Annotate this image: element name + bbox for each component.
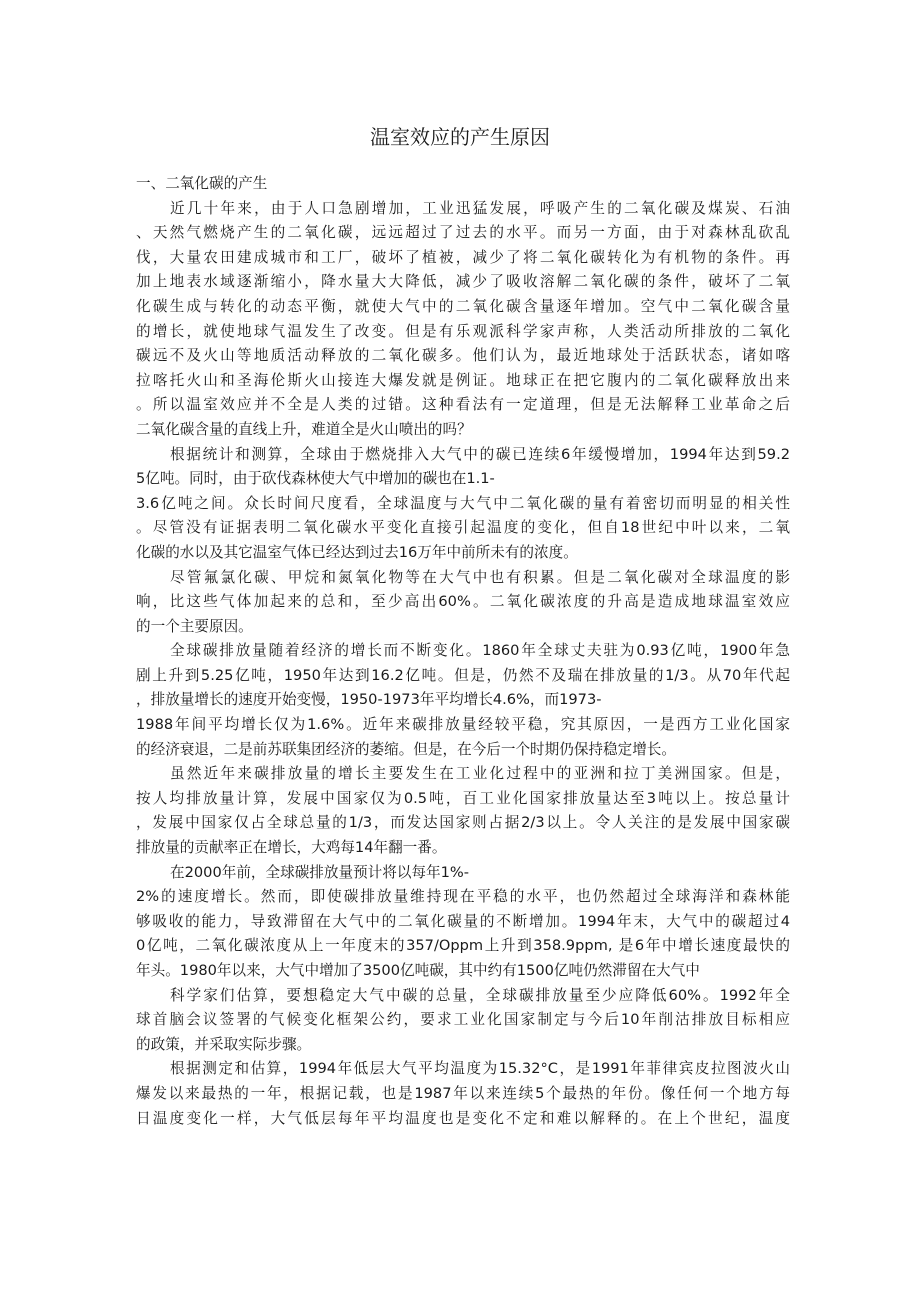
text-line: 碳远不及火山等地质活动释放的二氧化碳多。他们认为，最近地球处于活跃状态，诸如喀 <box>136 347 790 365</box>
text-line: 的政策，并采取实际步骤。 <box>136 1035 312 1053</box>
text-line: 剧上升到5.25亿吨，1950年达到16.2亿吨。但是，仍然不及瑞在排放量的1/3。从70年代起 <box>136 666 790 684</box>
text-line: 全球碳排放量随着经济的增长而不断变化。1860年全球丈夫驻为0.93亿吨，1900年急 <box>170 642 790 660</box>
text-line: 的一个主要原因。 <box>136 617 253 635</box>
text-line: 、天然气燃烧产生的二氧化碳，远远超过了过去的水平。而另一方面，由于对森林乱砍乱 <box>136 224 790 242</box>
text-line: 2%的速度增长。然而，即使碳排放量维持现在平稳的水平，也仍然超过全球海洋和森林能 <box>136 888 790 906</box>
text-line: 化碳的水以及其它温室气体已经达到过去16万年中前所未有的浓度。 <box>136 543 578 561</box>
text-line: 球首脑会议签署的气候变化框架公约，要求工业化国家制定与今后10年削沽排放目标相应 <box>136 1011 790 1029</box>
text-line: 一、二氧化碳的产生 <box>136 175 268 192</box>
text-line: 在2000年前，全球碳排放量预计将以每年1%- <box>170 863 470 881</box>
text-line: 的经济衰退，二是前苏联集团经济的萎缩。但是，在今后一个时期仍保持稳定增长。 <box>136 740 676 758</box>
text-line: 。尽管没有证据表明二氧化碳水平变化直接引起温度的变化，但自18世纪中叶以来，二氧 <box>136 519 790 537</box>
text-line: 尽管氟氯化碳、甲烷和氮氧化物等在大气中也有积累。但是二氧化碳对全球温度的影 <box>170 568 790 586</box>
text-line: 化碳生成与转化的动态平衡，就使大气中的二氧化碳含量逐年增加。空气中二氧化碳含量 <box>136 297 790 315</box>
text-line: 日温度变化一样，大气低层每年平均温度也是变化不定和难以解释的。在上个世纪，温度 <box>136 1109 790 1127</box>
text-line: ，发展中国家仅占全球总量的1/3，而发达国家则占据2/3以上。令人关注的是发展中国家碳 <box>136 814 790 832</box>
text-line: 按人均排放量计算，发展中国家仅为0.5吨，百工业化国家排放量达至3吨以上。按总量计 <box>136 789 790 807</box>
text-line: 拉喀托火山和圣海伦斯火山接连大爆发就是例证。地球正在把它腹内的二氧化碳释放出来 <box>136 371 790 389</box>
document-body <box>136 172 790 1131</box>
text-line: 虽然近年来碳排放量的增长主要发生在工业化过程中的亚洲和拉丁美洲国家。但是， <box>170 765 790 783</box>
text-line: 。所以温室效应并不全是人类的过错。这种看法有一定道理，但是无法解释工业革命之后 <box>136 396 790 414</box>
text-line: 科学家们估算，要想稳定大气中碳的总量，全球碳排放量至少应降低60%。1992年全 <box>170 986 790 1004</box>
text-line: 年头。1980年以来，大气中增加了3500亿吨碳，其中约有1500亿吨仍然滞留在大气中 <box>136 962 700 979</box>
text-line: 0亿吨，二氧化碳浓度从上一年度末的357/Oppm上升到358.9ppm, 是6年中增长速度最快的 <box>136 937 790 955</box>
text-line: 爆发以来最热的一年，根据记载，也是1987年以来连续5个最热的年份。像任何一个地方每 <box>136 1084 790 1102</box>
text-line: ，排放量增长的速度开始变慢，1950-1973年平均增长4.6%，而1973- <box>136 691 602 709</box>
text-line: 的增长，就使地球气温发生了改变。但是有乐观派科学家声称，人类活动所排放的二氧化 <box>136 322 790 340</box>
text-line: 根据测定和估算，1994年低层大气平均温度为15.32°C，是1991年菲律宾皮拉图波火山 <box>170 1060 790 1078</box>
text-line: 3.6亿吨之间。众长时间尺度看，全球温度与大气中二氧化碳的量有着密切而明显的相关性 <box>136 494 790 512</box>
document-title: 温室效应的产生原因 <box>370 125 550 149</box>
text-line: 近几十年来，由于人口急剧增加，工业迅猛发展，呼吸产生的二氧化碳及煤炭、石油 <box>170 199 790 217</box>
text-line: 根据统计和测算，全球由于燃烧排入大气中的碳已连续6年缓慢增加，1994年达到59.2 <box>170 445 790 463</box>
text-line: 加上地表水域逐渐缩小，降水量大大降低，减少了吸收溶解二氧化碳的条件，破坏了二氧 <box>136 273 790 291</box>
text-line: 排放量的贡献率正在增长，大鸡每14年翻一番。 <box>136 839 447 857</box>
text-line: 够吸收的能力，导致滞留在大气中的二氧化碳量的不断增加。1994年末，大气中的碳超过4 <box>136 912 790 930</box>
text-line: 1988年间平均增长仅为1.6%。近年来碳排放量经较平稳，究其原因，一是西方工业化国家 <box>136 716 790 734</box>
text-line: 二氧化碳含量的直线上升，难道全是火山喷出的吗？ <box>136 420 472 438</box>
text-line: 响，比这些气体加起来的总和，至少高出60%。二氧化碳浓度的升高是造成地球温室效应 <box>136 593 790 611</box>
text-line: 5亿吨。同时，由于砍伐森林使大气中增加的碳也在1.1- <box>136 470 495 488</box>
text-line: 伐，大量农田建成城市和工厂，破坏了植被，减少了将二氧化碳转化为有机物的条件。再 <box>136 248 790 266</box>
